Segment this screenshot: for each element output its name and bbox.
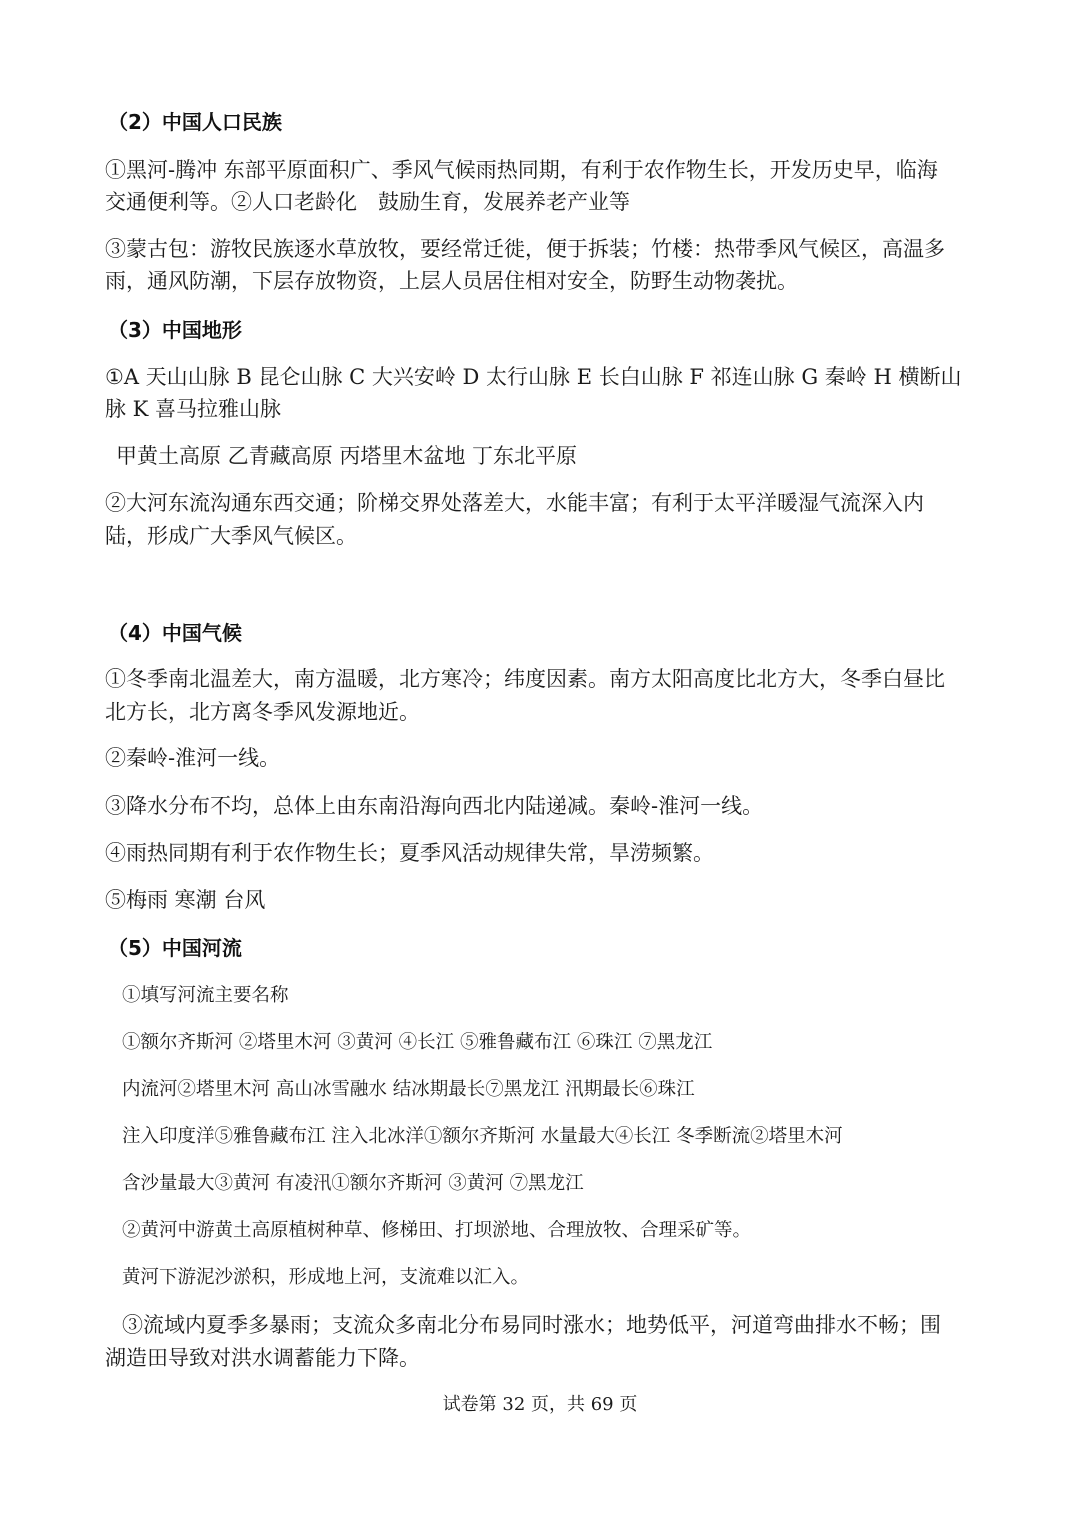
paragraph-line: 含沙量最大③黄河 有凌汛①额尔齐斯河 ③黄河 ⑦黑龙江 (122, 1173, 584, 1194)
paragraph-line: 交通便利等。②人口老龄化 鼓励生育，发展养老产业等 (105, 190, 630, 214)
page-footer: 试卷第 32 页，共 69 页 (442, 1394, 638, 1415)
paragraph-line: ①填写河流主要名称 (122, 985, 289, 1006)
paragraph-line: ③流域内夏季多暴雨；支流众多南北分布易同时涨水；地势低平，河道弯曲排水不畅；围 (122, 1313, 941, 1337)
paragraph-line: ①冬季南北温差大，南方温暖，北方寒冷；纬度因素。南方太阳高度比北方大，冬季白昼比 (105, 667, 945, 691)
paragraph-line: 黄河下游泥沙淤积，形成地上河，支流难以汇入。 (122, 1267, 530, 1288)
section-heading-climate: （4）中国气候 (108, 621, 242, 645)
paragraph-line: 陆，形成广大季风气候区。 (105, 524, 357, 548)
paragraph-line: 甲黄土高原 乙青藏高原 丙塔里木盆地 丁东北平原 (116, 444, 578, 468)
paragraph-line: 雨，通风防潮，下层存放物资，上层人员居住相对安全，防野生动物袭扰。 (105, 269, 798, 293)
paragraph-line: ②大河东流沟通东西交通；阶梯交界处落差大，水能丰富；有利于太平洋暖湿气流深入内 (105, 491, 924, 515)
paragraph-line: ①额尔齐斯河 ②塔里木河 ③黄河 ④长江 ⑤雅鲁藏布江 ⑥珠江 ⑦黑龙江 (122, 1032, 713, 1053)
paragraph-line: ③蒙古包：游牧民族逐水草放牧，要经常迁徙，便于拆装；竹楼：热带季风气候区，高温多 (105, 237, 945, 261)
paragraph-line: 注入印度洋⑤雅鲁藏布江 注入北冰洋①额尔齐斯河 水量最大④长江 冬季断流②塔里木河 (122, 1126, 843, 1147)
paragraph-line: ③降水分布不均，总体上由东南沿海向西北内陆递减。秦岭-淮河一线。 (105, 794, 764, 818)
section-heading-rivers: （5）中国河流 (108, 936, 242, 960)
paragraph-line: ①A 天山山脉 B 昆仑山脉 C 大兴安岭 D 太行山脉 E 长白山脉 F 祁连山脉 G 秦岭 H 横断山 (105, 365, 962, 389)
paragraph-line: 湖造田导致对洪水调蓄能力下降。 (105, 1346, 420, 1370)
paragraph-line: 北方长，北方离冬季风发源地近。 (105, 700, 420, 724)
paragraph-line: ①黑河-腾冲 东部平原面积广、季风气候雨热同期，有利于农作物生长，开发历史早，临海 (105, 158, 938, 182)
paragraph-line: 脉 K 喜马拉雅山脉 (105, 397, 282, 421)
paragraph-line: 内流河②塔里木河 高山冰雪融水 结冰期最长⑦黑龙江 汛期最长⑥珠江 (122, 1079, 695, 1100)
paragraph-line: ④雨热同期有利于农作物生长；夏季风活动规律失常，旱涝频繁。 (105, 841, 714, 865)
paragraph-line: ②黄河中游黄土高原植树种草、修梯田、打坝淤地、合理放牧、合理采矿等。 (122, 1220, 752, 1241)
paragraph-line: ②秦岭-淮河一线。 (105, 746, 281, 770)
paragraph-line: ⑤梅雨 寒潮 台风 (105, 888, 266, 912)
section-heading-terrain: （3）中国地形 (108, 318, 242, 342)
section-heading-population: （2）中国人口民族 (108, 110, 282, 134)
